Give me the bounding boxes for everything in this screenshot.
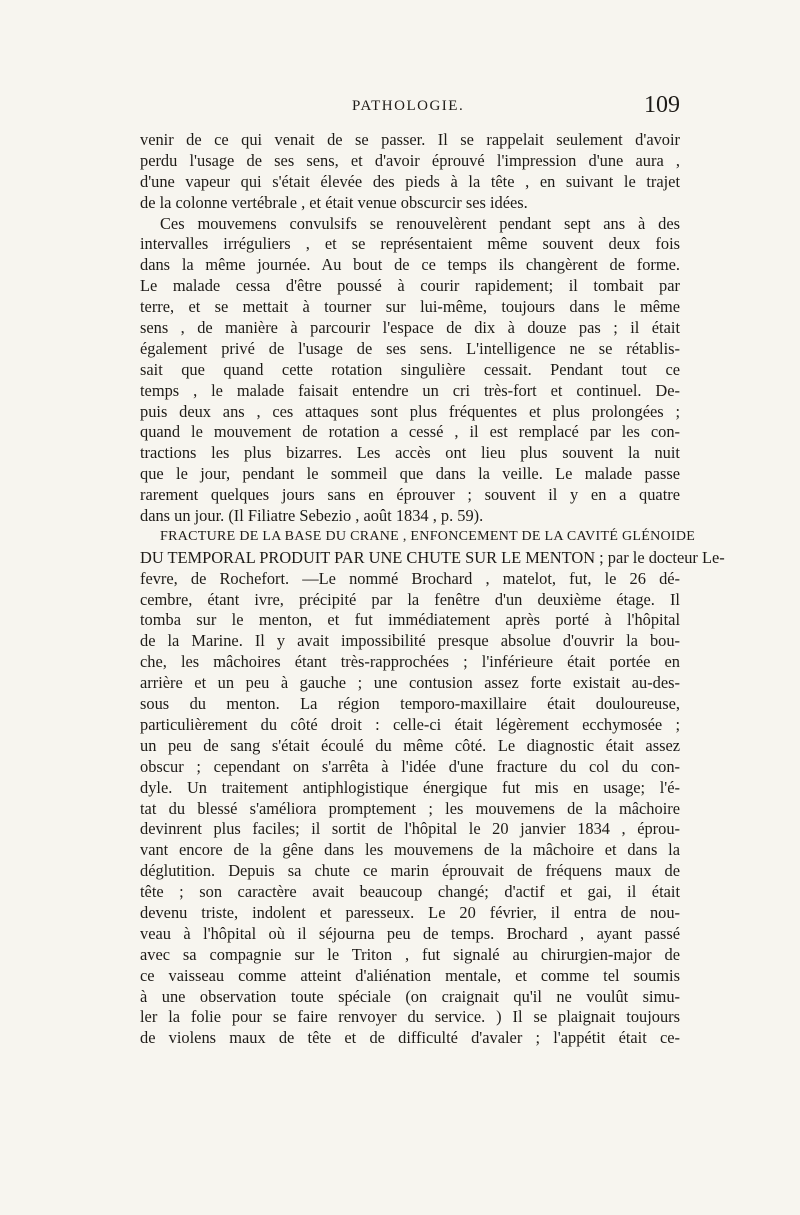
text-line: obscur ; cependant on s'arrêta à l'idée d'une fracture du col du con-: [140, 756, 680, 776]
text-line: également privé de l'usage de ses sens. L'intelligence ne se rétablis-: [140, 338, 680, 358]
text-line: ler la folie pour se faire renvoyer du service. ) Il se plaignait toujours: [140, 1007, 680, 1027]
text-line: à une observation toute spéciale (on craignait qu'il ne voulût simu-: [140, 986, 680, 1006]
text-line: intervalles irréguliers , et se représentaient même souvent deux fois: [140, 234, 680, 254]
text-line: de violens maux de tête et de difficulté d'avaler ; l'appétit était ce-: [140, 1028, 680, 1048]
text-line: ce vaisseau comme atteint d'aliénation mentale, et comme tel soumis: [140, 965, 680, 985]
text-line: de la Marine. Il y avait impossibilité presque absolue d'ouvrir la bou-: [140, 631, 680, 651]
section-heading-line: DU TEMPORAL PRODUIT PAR UNE CHUTE SUR LE MENTON ; par le docteur Le-: [140, 547, 725, 567]
text-line: que le jour, pendant le sommeil que dans la veille. Le malade passe: [140, 464, 680, 484]
text-line: tête ; son caractère avait beaucoup changé; d'actif et gai, il était: [140, 882, 680, 902]
text-line: Le malade cessa d'être poussé à courir rapidement; il tombait par: [140, 276, 680, 296]
text-line: Ces mouvemens convulsifs se renouvelèrent pendant sept ans à des: [160, 213, 680, 233]
text-line: particulièrement du côté droit : celle-ci était légèrement ecchymosée ;: [140, 714, 680, 734]
text-line: terre, et se mettait à tourner sur lui-même, toujours dans le même: [140, 297, 680, 317]
text-line: temps , le malade faisait entendre un cri très-fort et continuel. De-: [140, 380, 680, 400]
text-line: fevre, de Rochefort. —Le nommé Brochard , matelot, fut, le 26 dé-: [140, 568, 680, 588]
text-line: dans un jour. (Il Filiatre Sebezio , août 1834 , p. 59).: [140, 506, 484, 526]
text-line: veau à l'hôpital où il séjourna peu de temps. Brochard , ayant passé: [140, 923, 680, 943]
page-number: 109: [644, 92, 680, 118]
text-line: arrière et un peu à gauche ; une contusion assez forte existait au-des-: [140, 673, 680, 693]
text-line: devenu triste, indolent et paresseux. Le 20 février, il entra de nou-: [140, 902, 680, 922]
text-line: sous du menton. La région temporo-maxillaire était douloureuse,: [140, 694, 680, 714]
text-line: tat du blessé s'améliora promptement ; les mouvemens de la mâchoire: [140, 798, 680, 818]
text-line: vant encore de la gêne dans les mouvemens de la mâchoire et dans la: [140, 840, 680, 860]
text-line: sens , de manière à parcourir l'espace de dix à douze pas ; il était: [140, 318, 680, 338]
text-line: devinrent plus faciles; il sortit de l'hôpital le 20 janvier 1834 , éprou-: [140, 819, 680, 839]
text-line: tomba sur le menton, et fut immédiatement après porté à l'hôpital: [140, 610, 680, 630]
page-header: [140, 92, 680, 124]
body-text: [140, 130, 725, 1049]
text-line: rarement quelques jours sans en éprouver ; souvent il y en a quatre: [140, 485, 680, 505]
text-line: quand le mouvement de rotation a cessé , il est remplacé par les con-: [140, 422, 680, 442]
running-head: PATHOLOGIE.: [352, 98, 465, 114]
text-line: de la colonne vertébrale , et était venue obscurcir ses idées.: [140, 192, 528, 212]
text-line: déglutition. Depuis sa chute ce marin éprouvait de fréquens maux de: [140, 861, 680, 881]
text-line: cembre, étant ivre, précipité par la fenêtre d'un deuxième étage. Il: [140, 589, 680, 609]
text-line: un peu de sang s'était écoulé du même côté. Le diagnostic était assez: [140, 735, 680, 755]
text-line: d'une vapeur qui s'était élevée des pieds à la tête , en suivant le trajet: [140, 171, 680, 191]
text-line: dans la même journée. Au bout de ce temps ils changèrent de forme.: [140, 255, 680, 275]
text-line: sait que quand cette rotation singulière cessait. Pendant tout ce: [140, 359, 680, 379]
text-line: dyle. Un traitement antiphlogistique énergique fut mis en usage; l'é-: [140, 777, 680, 797]
text-line: che, les mâchoires étant très-rapprochées ; l'inférieure était portée en: [140, 652, 680, 672]
text-line: avec sa compagnie sur le Triton , fut signalé au chirurgien-major de: [140, 944, 680, 964]
text-line: perdu l'usage de ses sens, et d'avoir éprouvé l'impression d'une aura ,: [140, 150, 680, 170]
text-line: puis deux ans , ces attaques sont plus fréquentes et plus prolongées ;: [140, 401, 680, 421]
text-line: tractions les plus bizarres. Les accès ont lieu plus souvent la nuit: [140, 443, 680, 463]
text-line: venir de ce qui venait de se passer. Il se rappelait seulement d'avoir: [140, 130, 680, 149]
section-heading-line: FRACTURE DE LA BASE DU CRANE , ENFONCEMENT DE LA CAVITÉ GLÉNOIDE: [160, 528, 696, 544]
